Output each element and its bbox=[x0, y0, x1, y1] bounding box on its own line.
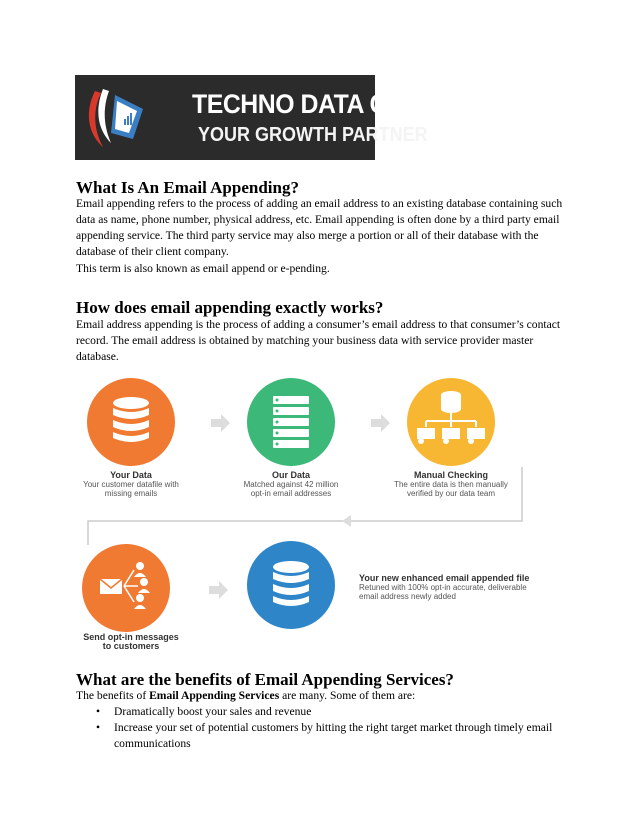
arrow-right-icon bbox=[371, 414, 390, 432]
intro-text-end: are many. Some of them are: bbox=[279, 689, 416, 702]
heading-how-works: How does email appending exactly works? bbox=[76, 298, 384, 317]
list-item: • Increase your set of potential customers by hitting the right target market through timely email communications bbox=[76, 720, 566, 752]
step-enhanced-file-title: Your new enhanced email appended file bbox=[359, 573, 530, 583]
paragraph-definition: Email appending refers to the process of adding an email address to an existing database containing such data as name, phone number, physical address, etc. Email appending is often done by a third party email appending service. The third party service may also merge a portion or all of their database with the database of their client company. bbox=[76, 197, 563, 258]
process-diagram bbox=[76, 375, 566, 650]
your-data-database-icon bbox=[87, 378, 175, 466]
step-manual-checking-title: Manual Checking bbox=[413, 470, 488, 480]
arrow-right-icon bbox=[211, 414, 230, 432]
step-enhanced-file bbox=[359, 574, 539, 601]
paragraph-also-known: This term is also known as email append or e-pending. bbox=[76, 262, 330, 275]
step-our-data bbox=[236, 471, 346, 498]
step-enhanced-file-desc: Retuned with 100% opt-in accurate, deliverable email address newly added bbox=[359, 583, 527, 601]
our-data-list-icon bbox=[247, 378, 335, 466]
list-item: • Dramatically boost your sales and revenue bbox=[76, 704, 566, 720]
logo-tagline: YOUR GROWTH PARTNER bbox=[198, 124, 428, 146]
arrow-right-icon bbox=[209, 581, 228, 599]
intro-text-start: The benefits of bbox=[76, 689, 150, 702]
logo-title: TECHNO DATA GROUP bbox=[192, 89, 459, 119]
step-your-data-desc: Your customer datafile with missing emails bbox=[83, 480, 179, 498]
step-your-data bbox=[81, 471, 181, 498]
company-logo bbox=[75, 75, 459, 160]
step-our-data-desc: Matched against 42 million opt-in email addresses bbox=[243, 480, 339, 498]
paragraph-process: Email address appending is the process of adding a consumer’s email address to that consumer’s contact record. The email address is obtained by matching your business data with service provider master database. bbox=[76, 318, 561, 363]
step-send-optin-title: Send opt-in messages to customers bbox=[83, 632, 179, 651]
paragraph-benefits-intro bbox=[76, 688, 566, 704]
step-send-optin bbox=[81, 633, 181, 651]
step-your-data-title: Your Data bbox=[110, 470, 152, 480]
heading-benefits: What are the benefits of Email Appending Services? bbox=[76, 670, 454, 689]
arrow-left-icon bbox=[342, 515, 351, 527]
benefits-list bbox=[76, 704, 566, 752]
step-our-data-title: Our Data bbox=[271, 470, 310, 480]
logo-emblem-icon bbox=[81, 81, 153, 153]
send-messages-icon bbox=[82, 544, 170, 632]
intro-text-bold: Email Appending Services bbox=[149, 689, 280, 702]
step-manual-checking-desc: The entire data is then manually verified by our data team bbox=[394, 480, 508, 498]
step-manual-checking bbox=[394, 471, 508, 498]
enhanced-file-database-icon bbox=[247, 541, 335, 629]
heading-what-is: What Is An Email Appending? bbox=[76, 178, 299, 197]
manual-checking-network-icon bbox=[407, 378, 495, 466]
